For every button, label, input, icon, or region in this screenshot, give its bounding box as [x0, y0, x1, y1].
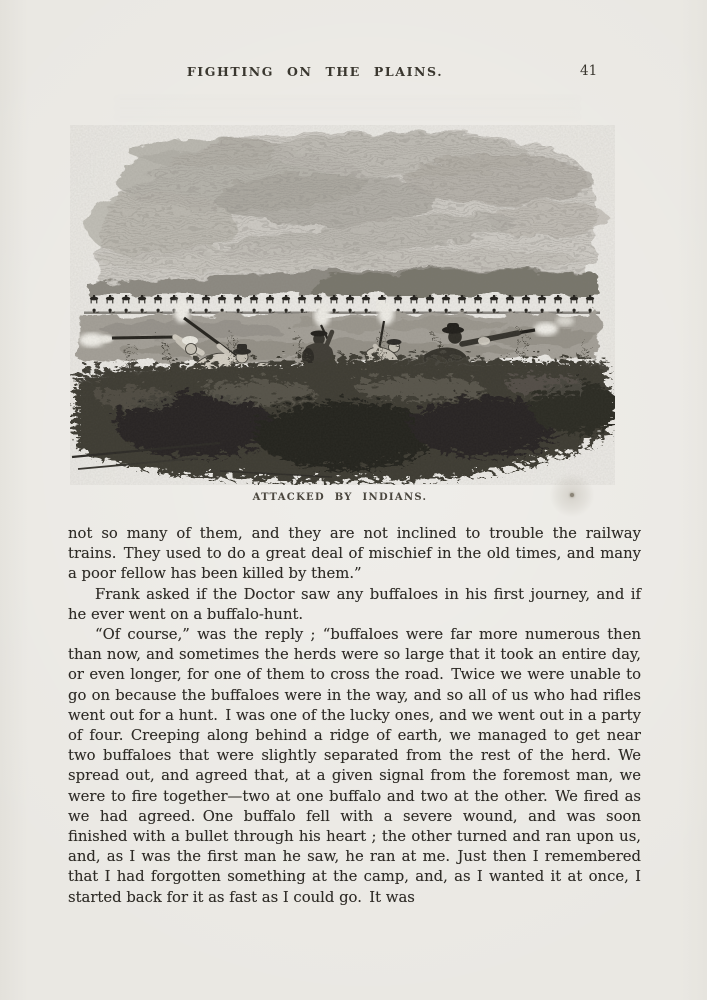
engraving-grain-texture	[78, 129, 608, 479]
page-number: 41	[580, 63, 598, 79]
paragraph-continuation: not so many of them, and they are not inclined to trouble the railway trains. They used to do a great deal of mischief in the old times, and many a poor fellow has been killed by them.”	[68, 525, 641, 583]
paper-stain-dot	[570, 493, 574, 497]
running-head-title: FIGHTING ON THE PLAINS.	[186, 64, 444, 79]
illustration-caption: ATTACKED BY INDIANS.	[252, 492, 428, 503]
reverse-page-show-through	[115, 94, 580, 118]
paragraph-doctor-reply: “Of course,” was the reply ; “buffaloes were far more numerous then than now, and sometimes the herds were so large that it took an entire day, or even longer, for one of them to cross the road. Twice we were unable to go on because the buffaloes were in the way, and so all of us who had rifles went out for a hunt. I was one of the lucky ones, and we went out in a party of four. Creeping along behind a ridge of earth, we managed to get near two buffaloes that were slightly separated from the rest of the herd. We spread out, and agreed that, at a given signal from the foremost man, we were to fire together—two at one buffalo and two at the other. We fired as we had agreed. One buffalo fell with a severe wound, and was soon finished with a bullet through his heart ; the other turned and ran upon us, and, as I was the first man he saw, he ran at me. Just then I remembered that I had forgotten something at the camp, and, as I wanted it at once, I started back for it as fast as I could go. It was	[68, 626, 641, 906]
paragraph-frank-question: Frank asked if the Doctor saw any buffaloes in his first journey, and if he ever went on a buffalo-hunt.	[68, 585, 641, 623]
body-text-block	[68, 524, 641, 908]
engraving-illustration	[70, 125, 615, 485]
engraving-svg	[70, 125, 615, 485]
